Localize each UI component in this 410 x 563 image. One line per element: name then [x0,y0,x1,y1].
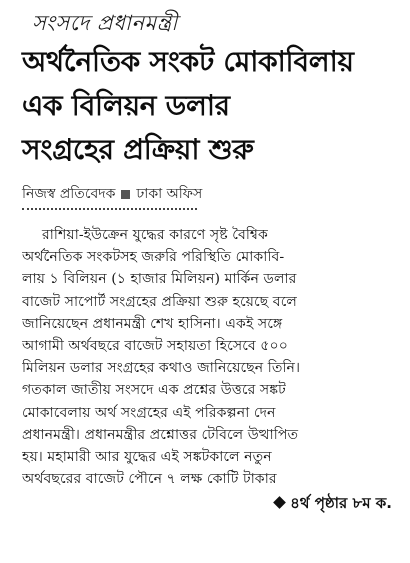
diamond-bullet-icon [273,497,286,510]
headline [22,40,396,172]
body-line: অর্থবছরের বাজেট পৌনে ৭ লক্ষ কোটি টাকার [22,471,277,488]
body-line: জানিয়েছেন প্রধানমন্ত্রী শেখ হাসিনা। একই সঙ্গে [22,315,283,332]
article-body [22,224,396,490]
byline [22,184,396,204]
headline-line-1: অর্থনৈতিক সংকট মোকাবিলায় [22,45,354,78]
body-line: মোকাবেলায় অর্থ সংগ্রহের এই পরিকল্পনা দেন [22,404,276,421]
dotted-divider [22,208,197,210]
body-line: বাজেট সাপোর্ট সংগ্রহের প্রক্রিয়া শুরু হয়েছে বলে [22,293,297,310]
body-line: গতকাল জাতীয় সংসদে এক প্রশ্নের উত্তরে সঙ্কট [22,382,286,399]
continuation-note [22,492,396,514]
body-line: মিলিয়ন ডলার সংগ্রহের কথাও জানিয়েছেন তিনি। [22,360,301,377]
body-line: প্রধানমন্ত্রী। প্রধানমন্ত্রীর প্রশ্নোত্তর টেবিলে উত্থাপিত [22,426,299,443]
byline-office: ঢাকা অফিস [136,186,203,202]
body-line: লায় ১ বিলিয়ন (১ হাজার মিলিয়ন) মার্কিন ডলার [22,271,297,288]
body-line: আগামী অর্থবছরে বাজেট সহায়তা হিসেবে ৫০০ [22,338,288,355]
body-line: রাশিয়া-ইউক্রেন যুদ্ধের কারণে সৃষ্ট বৈশ্বিক [42,227,268,243]
square-bullet-icon [121,190,130,199]
continuation-text: ৪র্থ পৃষ্ঠার ৮ম ক. [290,494,392,513]
kicker: সংসদে প্রধানমন্ত্রী [32,11,178,35]
headline-line-2: এক বিলিয়ন ডলার [22,89,230,122]
body-line: হয়। মহামারী আর যুদ্ধের এই সঙ্কটকালে নতুন [22,449,272,466]
headline-line-3: সংগ্রহের প্রক্রিয়া শুরু [22,133,254,166]
body-line: অর্থনৈতিক সংকটসহ জরুরি পরিস্থিতি মোকাবি- [22,249,285,266]
byline-reporter: নিজস্ব প্রতিবেদক [22,186,116,202]
